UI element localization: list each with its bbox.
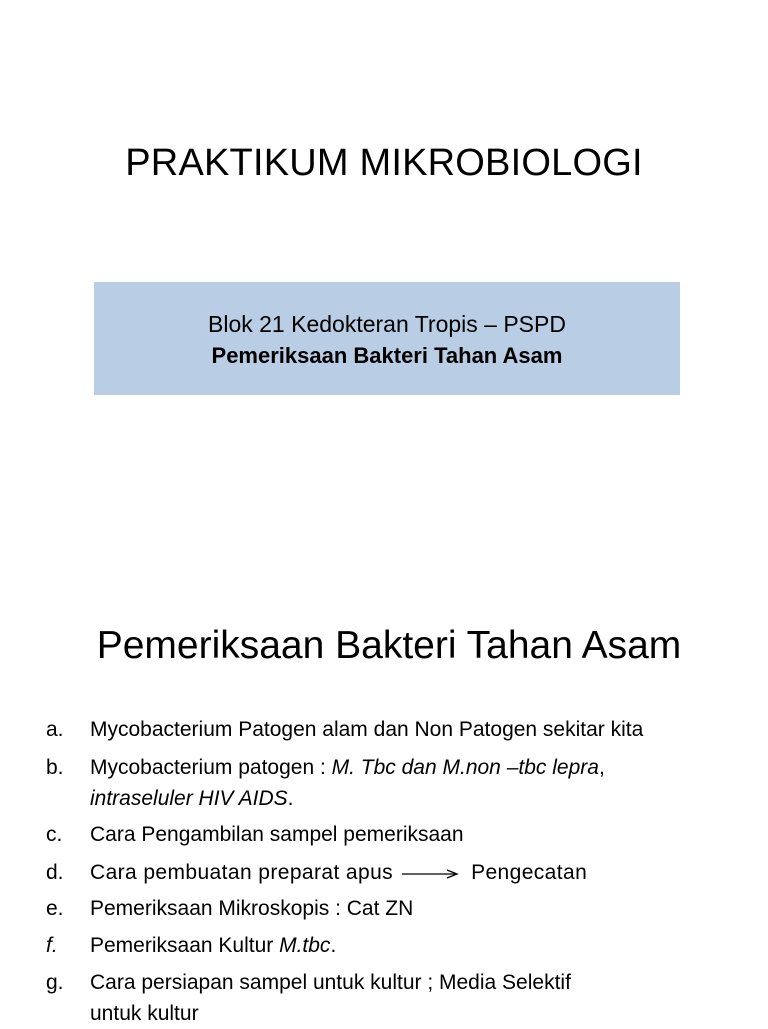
subtitle-box [94,282,680,395]
list-text-after-arrow: Pengecatan [471,861,588,884]
course-subtitle: Blok 21 Kedokteran Tropis – PSPD [208,310,566,337]
list-marker: e. [46,897,64,920]
list-marker: f. [46,934,58,957]
list-marker: b. [46,756,64,779]
list-text-end: . [287,787,294,810]
slide-title: PRAKTIKUM MIKROBIOLOGI [125,142,643,184]
list-text: Mycobacterium Patogen alam dan Non Patogen sekitar kita [90,718,644,741]
list-text-plain: Pemeriksaan Kultur [90,934,280,957]
list-text-plain: Cara persiapan sampel untuk kultur ; Media Selektif [90,971,571,994]
list-text-end: . [330,934,337,957]
list-text-italic: M.tbc [279,934,331,957]
list-text [90,752,750,814]
list-text-italic: intraseluler HIV AIDS [90,787,288,810]
right-arrow-icon [401,858,459,889]
list-marker: g. [46,971,64,994]
list-text-plain: Cara pembuatan preparat apus [90,861,394,884]
list-text-sep: , [598,756,605,779]
list-marker: d. [46,861,64,884]
list-text-line2: untuk kultur [90,1002,199,1025]
list-text [90,967,750,1029]
topic-subtitle: Pemeriksaan Bakteri Tahan Asam [211,342,563,368]
list-text [90,857,750,889]
list-text: Cara Pengambilan sampel pemeriksaan [90,823,464,846]
section-title: Pemeriksaan Bakteri Tahan Asam [96,624,682,667]
list-marker: a. [46,718,64,741]
list-text-italic: M. Tbc dan M.non –tbc lepra [331,756,599,779]
list-text [90,930,750,961]
list-text-plain: Mycobacterium patogen : [90,756,332,779]
list-marker: c. [46,823,63,846]
list-text: Pemeriksaan Mikroskopis : Cat ZN [90,897,414,920]
